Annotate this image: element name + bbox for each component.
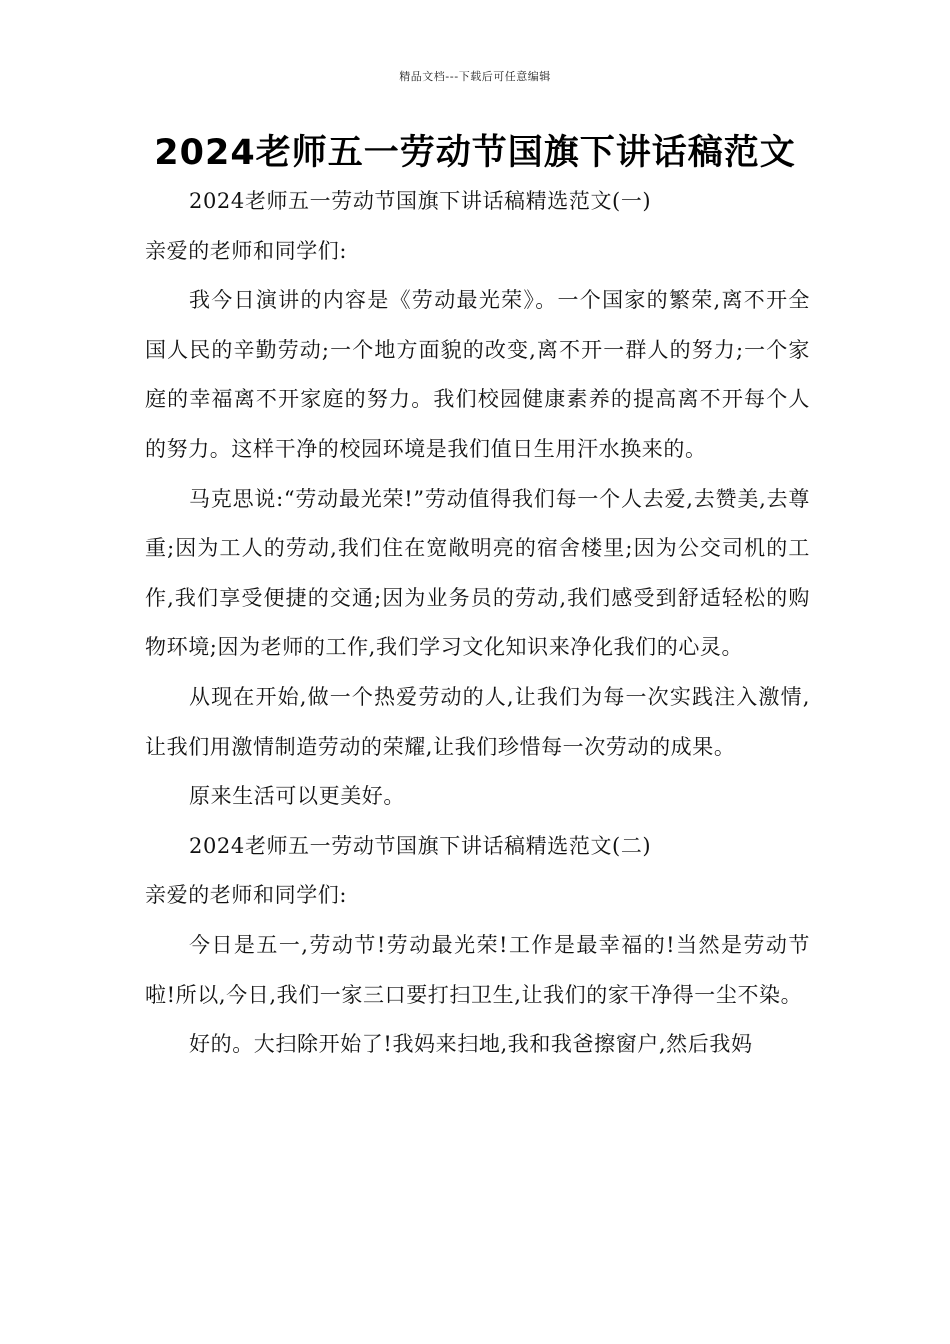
- paragraph: 马克思说:“劳动最光荣!”劳动值得我们每一个人去爱,去赞美,去尊重;因为工人的劳动,我们住在宽敞明亮的宿舍楼里;因为公交司机的工作,我们享受便捷的交通;因为业务员的劳动,我们感受到舒适轻松的购物环境;因为老师的工作,我们学习文化知识来净化我们的心灵。: [145, 486, 810, 660]
- salutation: 亲爱的老师和同学们:: [145, 238, 348, 263]
- paragraph: 今日是五一,劳动节!劳动最光荣!工作是最幸福的!当然是劳动节啦!所以,今日,我们一家三口要打扫卫生,让我们的家干净得一尘不染。: [145, 932, 810, 1007]
- salutation: 亲爱的老师和同学们:: [145, 883, 348, 908]
- subtitle-part-two: 2024老师五一劳动节国旗下讲话稿精选范文(二): [189, 833, 652, 858]
- paragraph: 从现在开始,做一个热爱劳动的人,让我们为每一次实践注入激情,让我们用激情制造劳动的荣耀,让我们珍惜每一次劳动的成果。: [145, 684, 810, 759]
- subtitle-part-one: 2024老师五一劳动节国旗下讲话稿精选范文(一): [189, 189, 652, 213]
- paragraph: 好的。大扫除开始了!我妈来扫地,我和我爸擦窗户,然后我妈: [189, 1032, 753, 1057]
- paragraph: 我今日演讲的内容是《劳动最光荣》。一个国家的繁荣,离不开全国人民的辛勤劳动;一个地方面貌的改变,离不开一群人的努力;一个家庭的幸福离不开家庭的努力。我们校园健康素养的提高离不开每个人的努力。这样干净的校园环境是我们值日生用汗水换来的。: [145, 288, 810, 461]
- document-body: [145, 177, 810, 1070]
- paragraph: 原来生活可以更美好。: [189, 784, 405, 809]
- header-note: 精品文档---下载后可任意编辑: [399, 70, 551, 83]
- document-title: 2024老师五一劳动节国旗下讲话稿范文: [154, 133, 796, 173]
